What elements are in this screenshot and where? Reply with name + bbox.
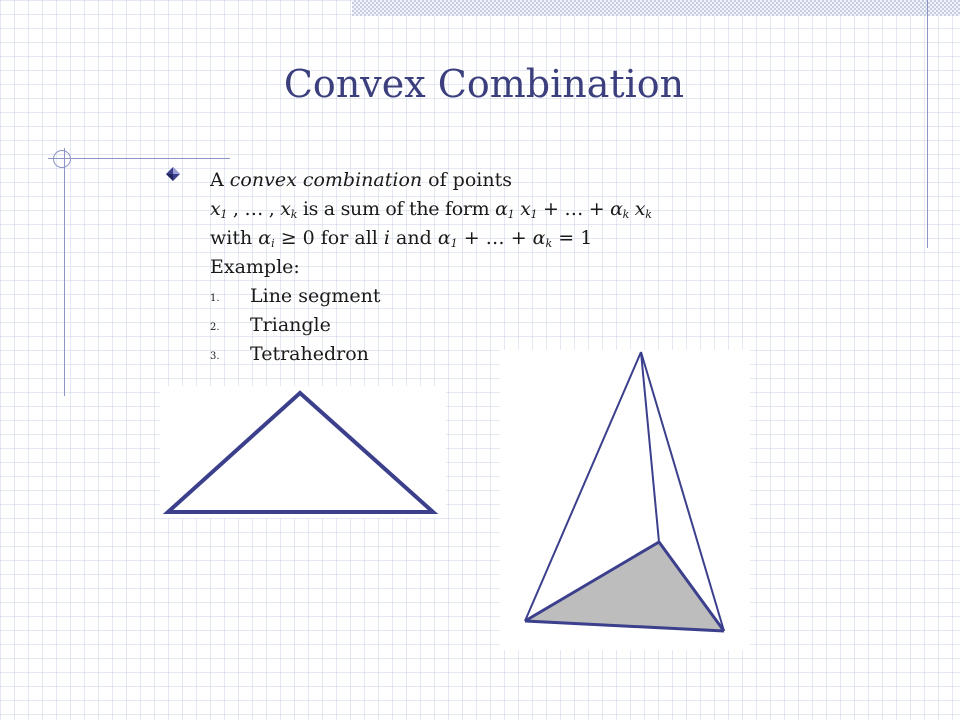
definition-line-1: A convex combination of points [210,169,512,191]
definition-line-2: $x_1$ , … , $x_k$ is a sum of the form $\alpha_1$ $x_1$ + … + $\alpha_k$ $x_k$ [210,198,652,221]
list-item: 1. Line segment [210,285,381,307]
term-convex-combination: convex combination [229,169,423,191]
list-item: 3. Tetrahedron [210,343,369,365]
example-label-line-segment: Line segment [250,285,381,307]
definition-line-3: with $\alpha_i \ge 0$ for all i and $\alpha_1$ + … + $\alpha_k = 1$ [210,227,593,250]
list-item: 2. Triangle [210,314,331,336]
example-label-tetrahedron: Tetrahedron [250,343,369,365]
example-heading: Example: [210,256,300,278]
slide-title: Convex Combination [283,62,685,106]
example-label-triangle: Triangle [250,314,331,336]
